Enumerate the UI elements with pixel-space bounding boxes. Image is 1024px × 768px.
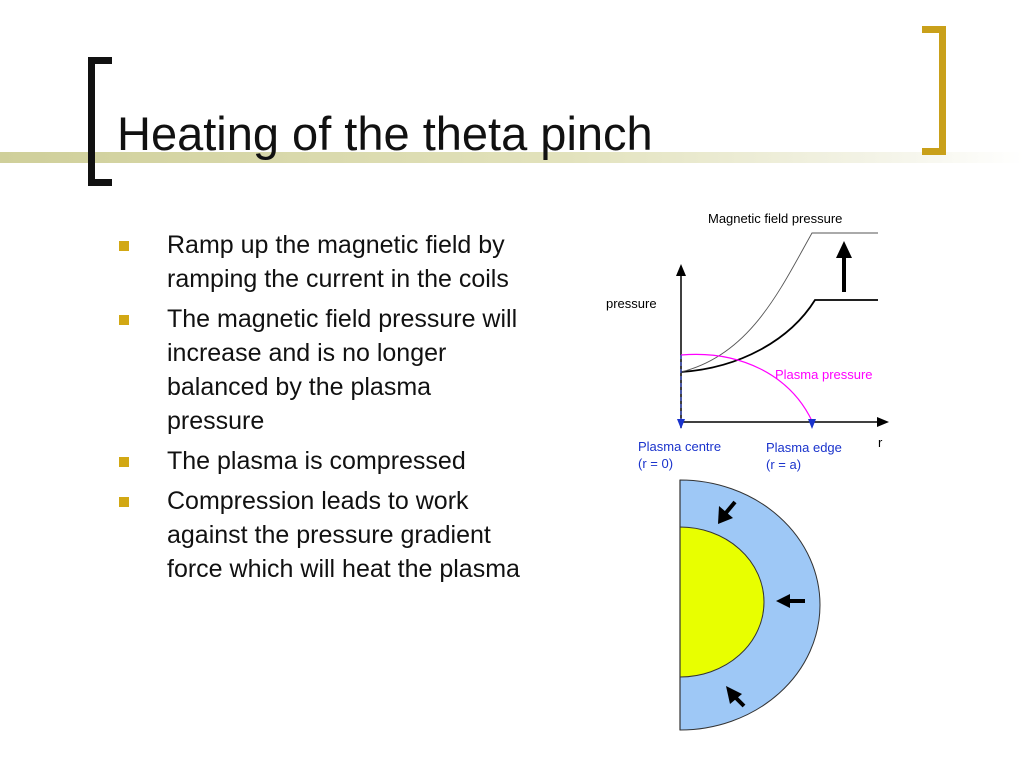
plasma-centre-label: Plasma centre xyxy=(638,439,722,454)
bullet-item xyxy=(110,444,530,478)
plasma-cross-section xyxy=(680,480,820,730)
bullet-list xyxy=(110,228,530,592)
square-bullet-icon xyxy=(119,457,129,467)
plasma-pressure-label: Plasma pressure xyxy=(775,367,873,382)
pressure-axis-arrow-icon xyxy=(676,264,686,276)
bullet-item xyxy=(110,484,530,586)
page-title: Heating of the theta pinch xyxy=(117,107,653,160)
magnetic-field-pressure-label: Magnetic field pressure xyxy=(708,211,843,226)
square-bullet-icon xyxy=(119,241,129,251)
square-bullet-icon xyxy=(119,315,129,325)
plasma-edge-sub-label: (r = a) xyxy=(766,457,802,472)
bullet-text: Compression leads to work against the pressure gradient force which will heat the plasma xyxy=(167,487,520,583)
edge-arrow-icon xyxy=(808,419,816,429)
pressure-graph xyxy=(606,211,889,472)
right-bracket-decoration xyxy=(922,26,946,155)
bullet-item xyxy=(110,302,530,438)
r-axis-arrow-icon xyxy=(877,417,889,427)
r-axis-label: r xyxy=(878,435,883,450)
plasma-centre-sub-label: (r = 0) xyxy=(638,456,674,471)
square-bullet-icon xyxy=(119,497,129,507)
bullet-text: The plasma is compressed xyxy=(167,447,466,475)
plasma-edge-label: Plasma edge xyxy=(766,440,842,455)
increase-arrow-icon xyxy=(836,241,852,258)
theta-pinch-diagram xyxy=(590,200,910,740)
plasma-pressure-curve xyxy=(681,354,812,421)
centre-arrow-icon xyxy=(677,419,685,429)
bullet-item xyxy=(110,228,530,296)
left-bracket-decoration xyxy=(88,57,112,186)
bullet-text: Ramp up the magnetic field by ramping the current in the coils xyxy=(167,231,509,293)
pressure-axis-label: pressure xyxy=(606,296,657,311)
magnetic-pressure-initial-curve xyxy=(681,300,878,372)
bullet-text: The magnetic field pressure will increase and is no longer balanced by the plasma pressure xyxy=(167,305,518,435)
